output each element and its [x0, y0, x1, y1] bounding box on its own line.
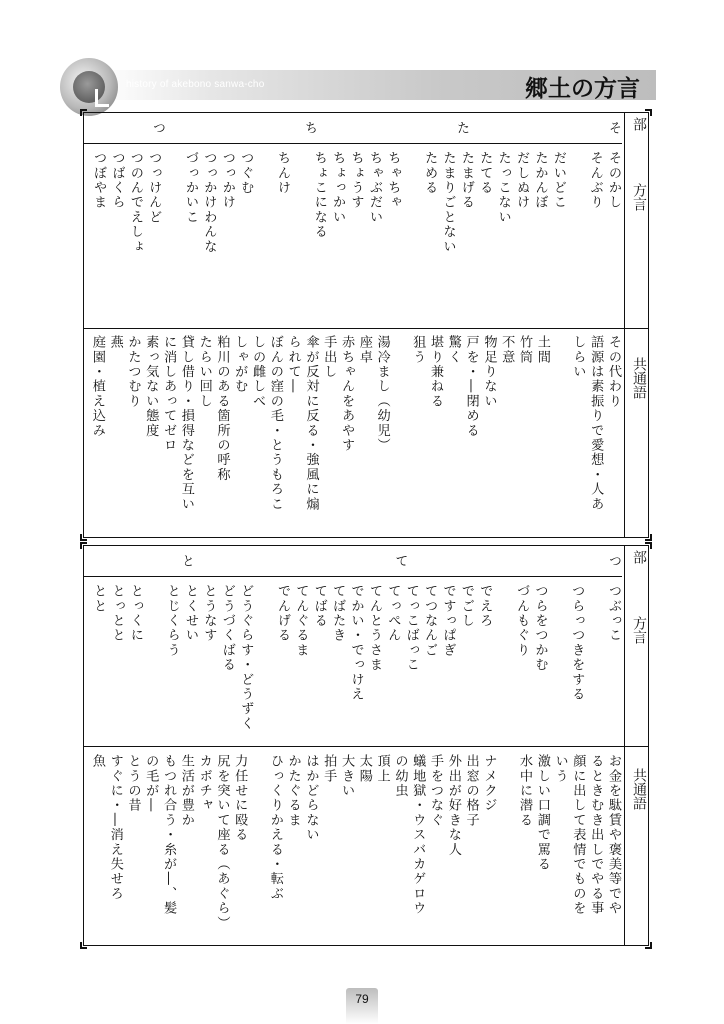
label-kyotsu: 共通語 [631, 768, 647, 810]
hogen-cell: ですっぱぎ [440, 584, 456, 658]
hogen-cell: ちょうす [348, 151, 364, 210]
kyotsu-cell: 出窓の格子 [463, 754, 479, 828]
hogen-cell: だいどこ [550, 151, 566, 210]
hogen-cell: たまりごとない [440, 151, 456, 254]
bu-cell: て [392, 554, 408, 569]
hogen-cell [162, 151, 180, 321]
hogen-cell: でごし [458, 584, 474, 629]
hogen-cell: つぶっこ [606, 584, 621, 643]
kyotsu-cell: 燕 [107, 335, 123, 350]
hogen-cell: ちゃちゃ [385, 151, 401, 210]
hogen-cell: でえろ [477, 584, 493, 629]
kyotsu-cell: の幼虫 [392, 754, 408, 799]
label-kyotsu: 共通語 [631, 357, 647, 399]
kyotsu-cell: もつれ合う・糸が―、髪 [161, 754, 177, 916]
hogen-cell: でかい・でっけえ [348, 584, 364, 702]
hogen-row [88, 584, 622, 740]
kyotsu-cell [551, 335, 569, 531]
hogen-cell: そのかし [606, 151, 621, 210]
kyotsu-cell: 戸を・―閉める [463, 335, 479, 438]
kyotsu-cell: かたつむり [125, 335, 141, 409]
hogen-cell: とっとと [109, 584, 125, 643]
hogen-cell: だしぬけ [514, 151, 530, 210]
kyotsu-cell: 蟻地獄・ウスバカゲロウ [410, 754, 426, 916]
bu-cell [195, 554, 302, 574]
hogen-cell: ちょっかい [330, 151, 346, 225]
kyotsu-cell: すぐに・―消え失せろ [107, 754, 123, 901]
dialect-table-1 [83, 112, 649, 538]
dialect-table-2 [83, 545, 649, 946]
clock-logo-icon [60, 58, 118, 116]
hogen-cell: とじくらう [164, 584, 180, 658]
kyotsu-cell: 竹筒 [517, 335, 533, 365]
hogen-cell: づんもぐり [514, 584, 530, 658]
bu-row [88, 121, 622, 141]
kyotsu-cell: たらい回し [196, 335, 212, 409]
kyotsu-cell: 手出し [321, 335, 337, 380]
label-bu: 部 [631, 550, 647, 564]
hogen-row [88, 151, 622, 321]
kyotsu-cell: かたぐるま [285, 754, 301, 828]
kyotsu-cell: の毛が― [143, 754, 159, 813]
hogen-cell: ちんけ [274, 151, 290, 196]
kyotsu-cell: 庭園・植え込み [89, 335, 105, 438]
kyotsu-cell: 顔に出して表情でものを [570, 754, 586, 916]
kyotsu-row [88, 335, 622, 531]
kyotsu-cell: 生活が豊か [178, 754, 194, 828]
page-header [60, 58, 656, 116]
hogen-cell [493, 584, 511, 740]
label-hogen: 方言 [631, 183, 647, 211]
bu-cell [166, 121, 242, 141]
hogen-cell: たてる [477, 151, 493, 196]
bu-cell: と [178, 554, 194, 569]
kyotsu-cell: 土間 [534, 335, 550, 365]
kyotsu-cell: 拍手 [321, 754, 337, 784]
hogen-cell: てんぐるま [293, 584, 309, 658]
hogen-cell: つっかけわんな [201, 151, 217, 254]
kyotsu-cell: 語源は素振りで愛想・人あ [588, 335, 604, 512]
hogen-cell: つっかけ [219, 151, 235, 210]
hogen-cell: つのんでえしょ [127, 151, 143, 254]
hogen-cell: たかんぼ [532, 151, 548, 210]
kyotsu-cell: 素っ気ない態度 [143, 335, 159, 438]
kyotsu-cell: しの雌しべ [250, 335, 266, 409]
kyotsu-cell: 大きい [339, 754, 355, 799]
kyotsu-cell: 狙う [410, 335, 426, 365]
kyotsu-cell: カボチャ [196, 754, 212, 813]
kyotsu-cell [248, 754, 266, 940]
bu-cell: つ [150, 121, 165, 136]
kyotsu-cell: 座卓 [356, 335, 372, 365]
hogen-cell [548, 584, 566, 740]
page-number: 79 [346, 988, 378, 1024]
kyotsu-cell: はかどらない [303, 754, 319, 843]
kyotsu-row [88, 754, 622, 940]
kyotsu-cell: 激しい口調で罵る [534, 754, 550, 872]
bu-cell: た [454, 121, 469, 136]
hogen-cell [401, 151, 419, 321]
bu-cell: つ [606, 554, 621, 569]
kyotsu-cell: 不意 [499, 335, 515, 365]
kyotsu-cell: 傘が反対に反る・強風に煽 [303, 335, 319, 512]
bu-cell [408, 554, 515, 574]
hogen-cell: たまげる [458, 151, 474, 210]
hogen-cell: とと [91, 584, 107, 614]
hogen-cell: ためる [422, 151, 438, 196]
kyotsu-cell: ぼんの窪の毛・とうもろこ [267, 335, 283, 512]
hogen-cell: ちゃぶだい [366, 151, 382, 225]
hogen-cell [291, 151, 309, 321]
label-bu: 部 [631, 117, 647, 131]
kyotsu-cell: その代わり [606, 335, 621, 409]
hogen-cell: ちょこになる [311, 151, 327, 240]
label-hogen: 方言 [631, 616, 647, 644]
bu-cell: そ [606, 121, 621, 136]
hogen-cell [567, 151, 585, 321]
kyotsu-cell: られて― [285, 335, 301, 394]
kyotsu-cell: 貸し借り・損得などを互い [178, 335, 194, 512]
kyotsu-cell [497, 754, 515, 940]
kyotsu-cell: るときむき出しでやる事 [588, 754, 604, 916]
kyotsu-cell: 力任せに殴る [232, 754, 248, 843]
hogen-cell: とうなす [201, 584, 217, 643]
kyotsu-cell: 尻を突いて座る（あぐら） [214, 754, 230, 931]
hogen-cell: つらをつかむ [532, 584, 548, 673]
kyotsu-cell: 外出が好きな人 [445, 754, 461, 857]
hogen-cell: つぼやま [91, 151, 107, 210]
kyotsu-cell: お金を駄賃や褒美等でや [606, 754, 621, 916]
hogen-cell: てっぺん [385, 584, 401, 643]
hogen-cell [254, 584, 272, 740]
hogen-cell: どうぐらす・どうずく [238, 584, 254, 731]
hogen-cell: たっこない [495, 151, 511, 225]
hogen-cell [254, 151, 272, 321]
bu-cell: ち [302, 121, 317, 136]
kyotsu-cell: 水中に潜る [517, 754, 533, 828]
kyotsu-cell: 粕川のある箇所の呼称 [214, 335, 230, 482]
kyotsu-cell: 驚く [445, 335, 461, 365]
hogen-cell: とくせい [183, 584, 199, 643]
hogen-cell: つっけんど [146, 151, 162, 225]
page-title: 郷土の方言 [525, 76, 640, 102]
kyotsu-cell: ナメクジ [481, 754, 497, 813]
hogen-cell: てばたき [330, 584, 346, 643]
kyotsu-cell: いう [552, 754, 568, 784]
hogen-cell: とっくに [127, 584, 143, 643]
hogen-cell: てんとうさま [366, 584, 382, 673]
hogen-cell: てっこばっこ [403, 584, 419, 673]
hogen-cell: でんげる [274, 584, 290, 643]
kyotsu-cell: とうの昔 [125, 754, 141, 813]
bu-cell [318, 121, 394, 141]
bu-cell [470, 121, 546, 141]
hogen-cell: つばくら [109, 151, 125, 210]
hogen-cell: てつなんご [422, 584, 438, 658]
kyotsu-cell: しゃがむ [232, 335, 248, 394]
header-subtitle: history of akebono sanwa-cho [126, 79, 265, 90]
hogen-cell [585, 584, 603, 740]
kyotsu-cell: 太陽 [356, 754, 372, 784]
hogen-cell: そんぶり [587, 151, 603, 210]
kyotsu-cell: 堪り兼ねる [428, 335, 444, 409]
hogen-cell: どうづくばる [219, 584, 235, 673]
kyotsu-cell: に消しあってゼロ [161, 335, 177, 453]
hogen-cell: つぐむ [238, 151, 254, 196]
hogen-cell [144, 584, 162, 740]
hogen-cell: てばる [311, 584, 327, 629]
kyotsu-cell: ひっくりかえる・転ぶ [267, 754, 283, 901]
kyotsu-cell: 手をつなぐ [428, 754, 444, 828]
kyotsu-cell [391, 335, 409, 531]
hogen-cell: づっかいこ [183, 151, 199, 225]
kyotsu-cell: しらい [570, 335, 586, 380]
kyotsu-cell: 魚 [89, 754, 105, 769]
kyotsu-cell: 物足りない [481, 335, 497, 409]
kyotsu-cell: 頂上 [374, 754, 390, 784]
kyotsu-cell: 湯冷まし（幼児） [374, 335, 390, 453]
kyotsu-cell: 赤ちゃんをあやす [339, 335, 355, 453]
hogen-cell: つらっつきをする [569, 584, 585, 702]
bu-row [88, 554, 622, 574]
